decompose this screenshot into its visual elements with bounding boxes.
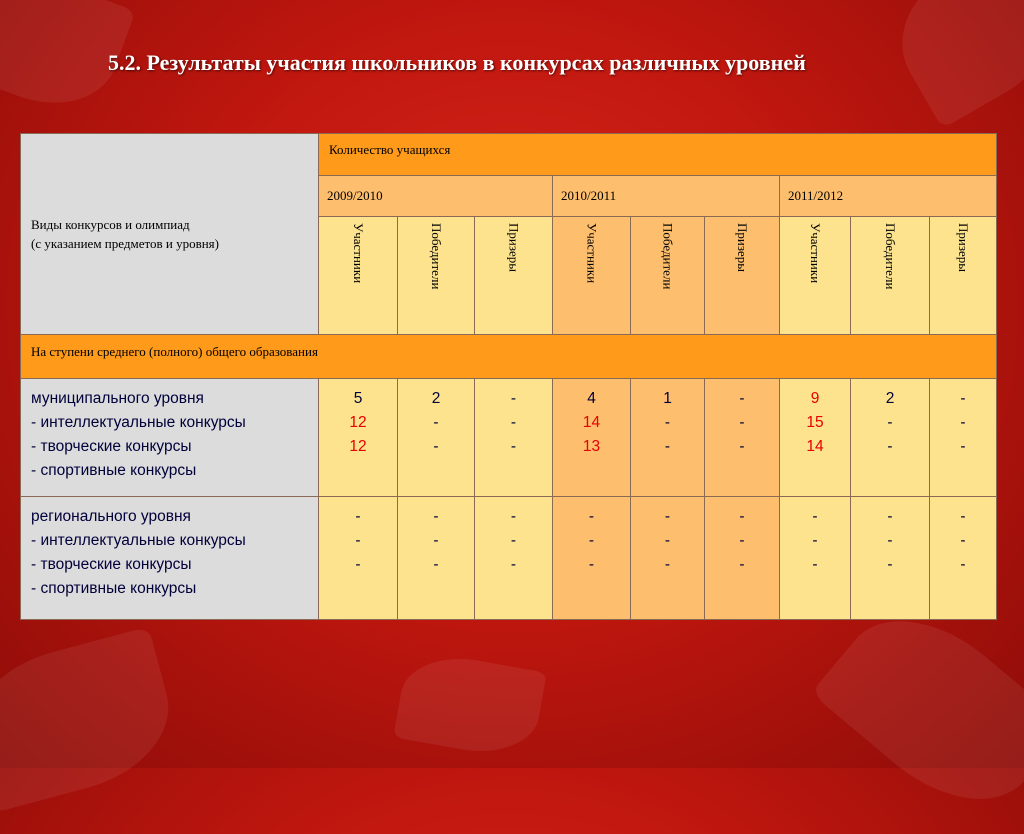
subcol-header <box>780 217 851 335</box>
value: - <box>960 508 966 525</box>
value: - <box>588 532 595 549</box>
subcol-label: Победители <box>429 223 444 290</box>
value-cell <box>319 497 398 620</box>
subcol-header <box>631 217 705 335</box>
subcol-header <box>930 217 997 335</box>
value: 15 <box>806 414 824 431</box>
value: - <box>887 508 893 525</box>
subcol-label: Победители <box>883 223 898 290</box>
kinds-header-line2: (с указанием предметов и уровня) <box>31 236 219 251</box>
value: - <box>739 438 745 455</box>
value: - <box>960 390 966 407</box>
subcol-label: Призеры <box>956 223 972 272</box>
value: - <box>510 532 517 549</box>
value: - <box>960 414 966 431</box>
subcol-label: Участники <box>351 223 366 284</box>
value: - <box>664 508 671 525</box>
value-cell <box>930 379 997 497</box>
row-label-line: - творческие конкурсы <box>31 556 192 573</box>
value: - <box>433 438 439 455</box>
subcol-header <box>398 217 475 335</box>
value: - <box>433 414 439 431</box>
value: - <box>588 556 595 573</box>
decor-leaf <box>393 649 547 762</box>
value: 2 <box>431 390 441 407</box>
subcol-header <box>553 217 631 335</box>
value: - <box>960 532 966 549</box>
decor-leaf <box>0 627 185 814</box>
value: - <box>739 532 745 549</box>
value-cell <box>475 497 553 620</box>
row-label-line: регионального уровня <box>31 508 191 525</box>
decor-leaf <box>811 586 1024 834</box>
value: - <box>355 556 361 573</box>
value: - <box>887 556 893 573</box>
value: - <box>355 532 361 549</box>
row-label <box>21 497 319 620</box>
value: - <box>739 414 745 431</box>
value: 2 <box>885 390 895 407</box>
value: - <box>887 438 893 455</box>
row-label-line: - интеллектуальные конкурсы <box>31 414 246 431</box>
subcol-label: Победители <box>660 223 676 290</box>
value: 14 <box>806 438 824 455</box>
page-title: 5.2. Результаты участия школьников в конкурсах различных уровней <box>108 50 806 75</box>
value-cell <box>631 379 705 497</box>
value: - <box>664 556 671 573</box>
section-header: На ступени среднего (полного) общего образования <box>21 335 997 379</box>
row-label-line: - творческие конкурсы <box>31 438 192 455</box>
value: - <box>510 556 517 573</box>
subcol-header <box>705 217 780 335</box>
subcol-header <box>319 217 398 335</box>
value: - <box>510 414 517 431</box>
value: 1 <box>663 390 672 407</box>
value-cell <box>398 497 475 620</box>
value: - <box>887 532 893 549</box>
table-row <box>21 379 997 497</box>
value: 4 <box>587 390 596 407</box>
value: - <box>510 390 517 407</box>
row-label-line: муниципального уровня <box>31 390 204 407</box>
table-row <box>21 497 997 620</box>
value-cell <box>930 497 997 620</box>
row-label-line: - спортивные конкурсы <box>31 580 197 597</box>
value: - <box>664 414 671 431</box>
value: 12 <box>349 438 367 455</box>
value: - <box>739 556 745 573</box>
value: - <box>355 508 361 525</box>
value-cell <box>631 497 705 620</box>
value: 5 <box>353 390 363 407</box>
value: - <box>510 508 517 525</box>
row-label <box>21 379 319 497</box>
value: 9 <box>810 390 820 407</box>
results-table <box>20 133 997 620</box>
value-cell <box>851 497 930 620</box>
kinds-header-line1: Виды конкурсов и олимпиад <box>31 217 190 232</box>
value-cell <box>705 379 780 497</box>
value: - <box>887 414 893 431</box>
value: - <box>588 508 595 525</box>
value-cell <box>780 497 851 620</box>
year-header: 2011/2012 <box>780 176 997 217</box>
subcol-header <box>851 217 930 335</box>
value: 12 <box>349 414 367 431</box>
value-cell <box>553 379 631 497</box>
value: - <box>739 508 745 525</box>
value: - <box>433 556 439 573</box>
value-cell <box>475 379 553 497</box>
value: - <box>812 508 818 525</box>
value: - <box>739 390 745 407</box>
kinds-header-cell <box>21 134 319 335</box>
value-cell <box>705 497 780 620</box>
value: 14 <box>582 414 601 431</box>
row-label-line: - спортивные конкурсы <box>31 462 197 479</box>
value-cell <box>851 379 930 497</box>
value: - <box>812 532 818 549</box>
year-header: 2009/2010 <box>319 176 553 217</box>
value-cell <box>319 379 398 497</box>
value: - <box>664 532 671 549</box>
subcol-label: Участники <box>808 223 823 284</box>
subcol-label: Призеры <box>735 223 750 272</box>
value: - <box>812 556 818 573</box>
subcol-label: Призеры <box>506 223 522 272</box>
year-header: 2010/2011 <box>553 176 780 217</box>
count-header: Количество учащихся <box>319 134 997 176</box>
value: - <box>433 508 439 525</box>
subcol-label: Участники <box>584 223 600 284</box>
row-label-line: - интеллектуальные конкурсы <box>31 532 246 549</box>
value-cell <box>553 497 631 620</box>
value: - <box>664 438 671 455</box>
value: - <box>433 532 439 549</box>
value: - <box>960 438 966 455</box>
value: - <box>960 556 966 573</box>
value: 13 <box>582 438 601 455</box>
value-cell <box>780 379 851 497</box>
value: - <box>510 438 517 455</box>
subcol-header <box>475 217 553 335</box>
value-cell <box>398 379 475 497</box>
